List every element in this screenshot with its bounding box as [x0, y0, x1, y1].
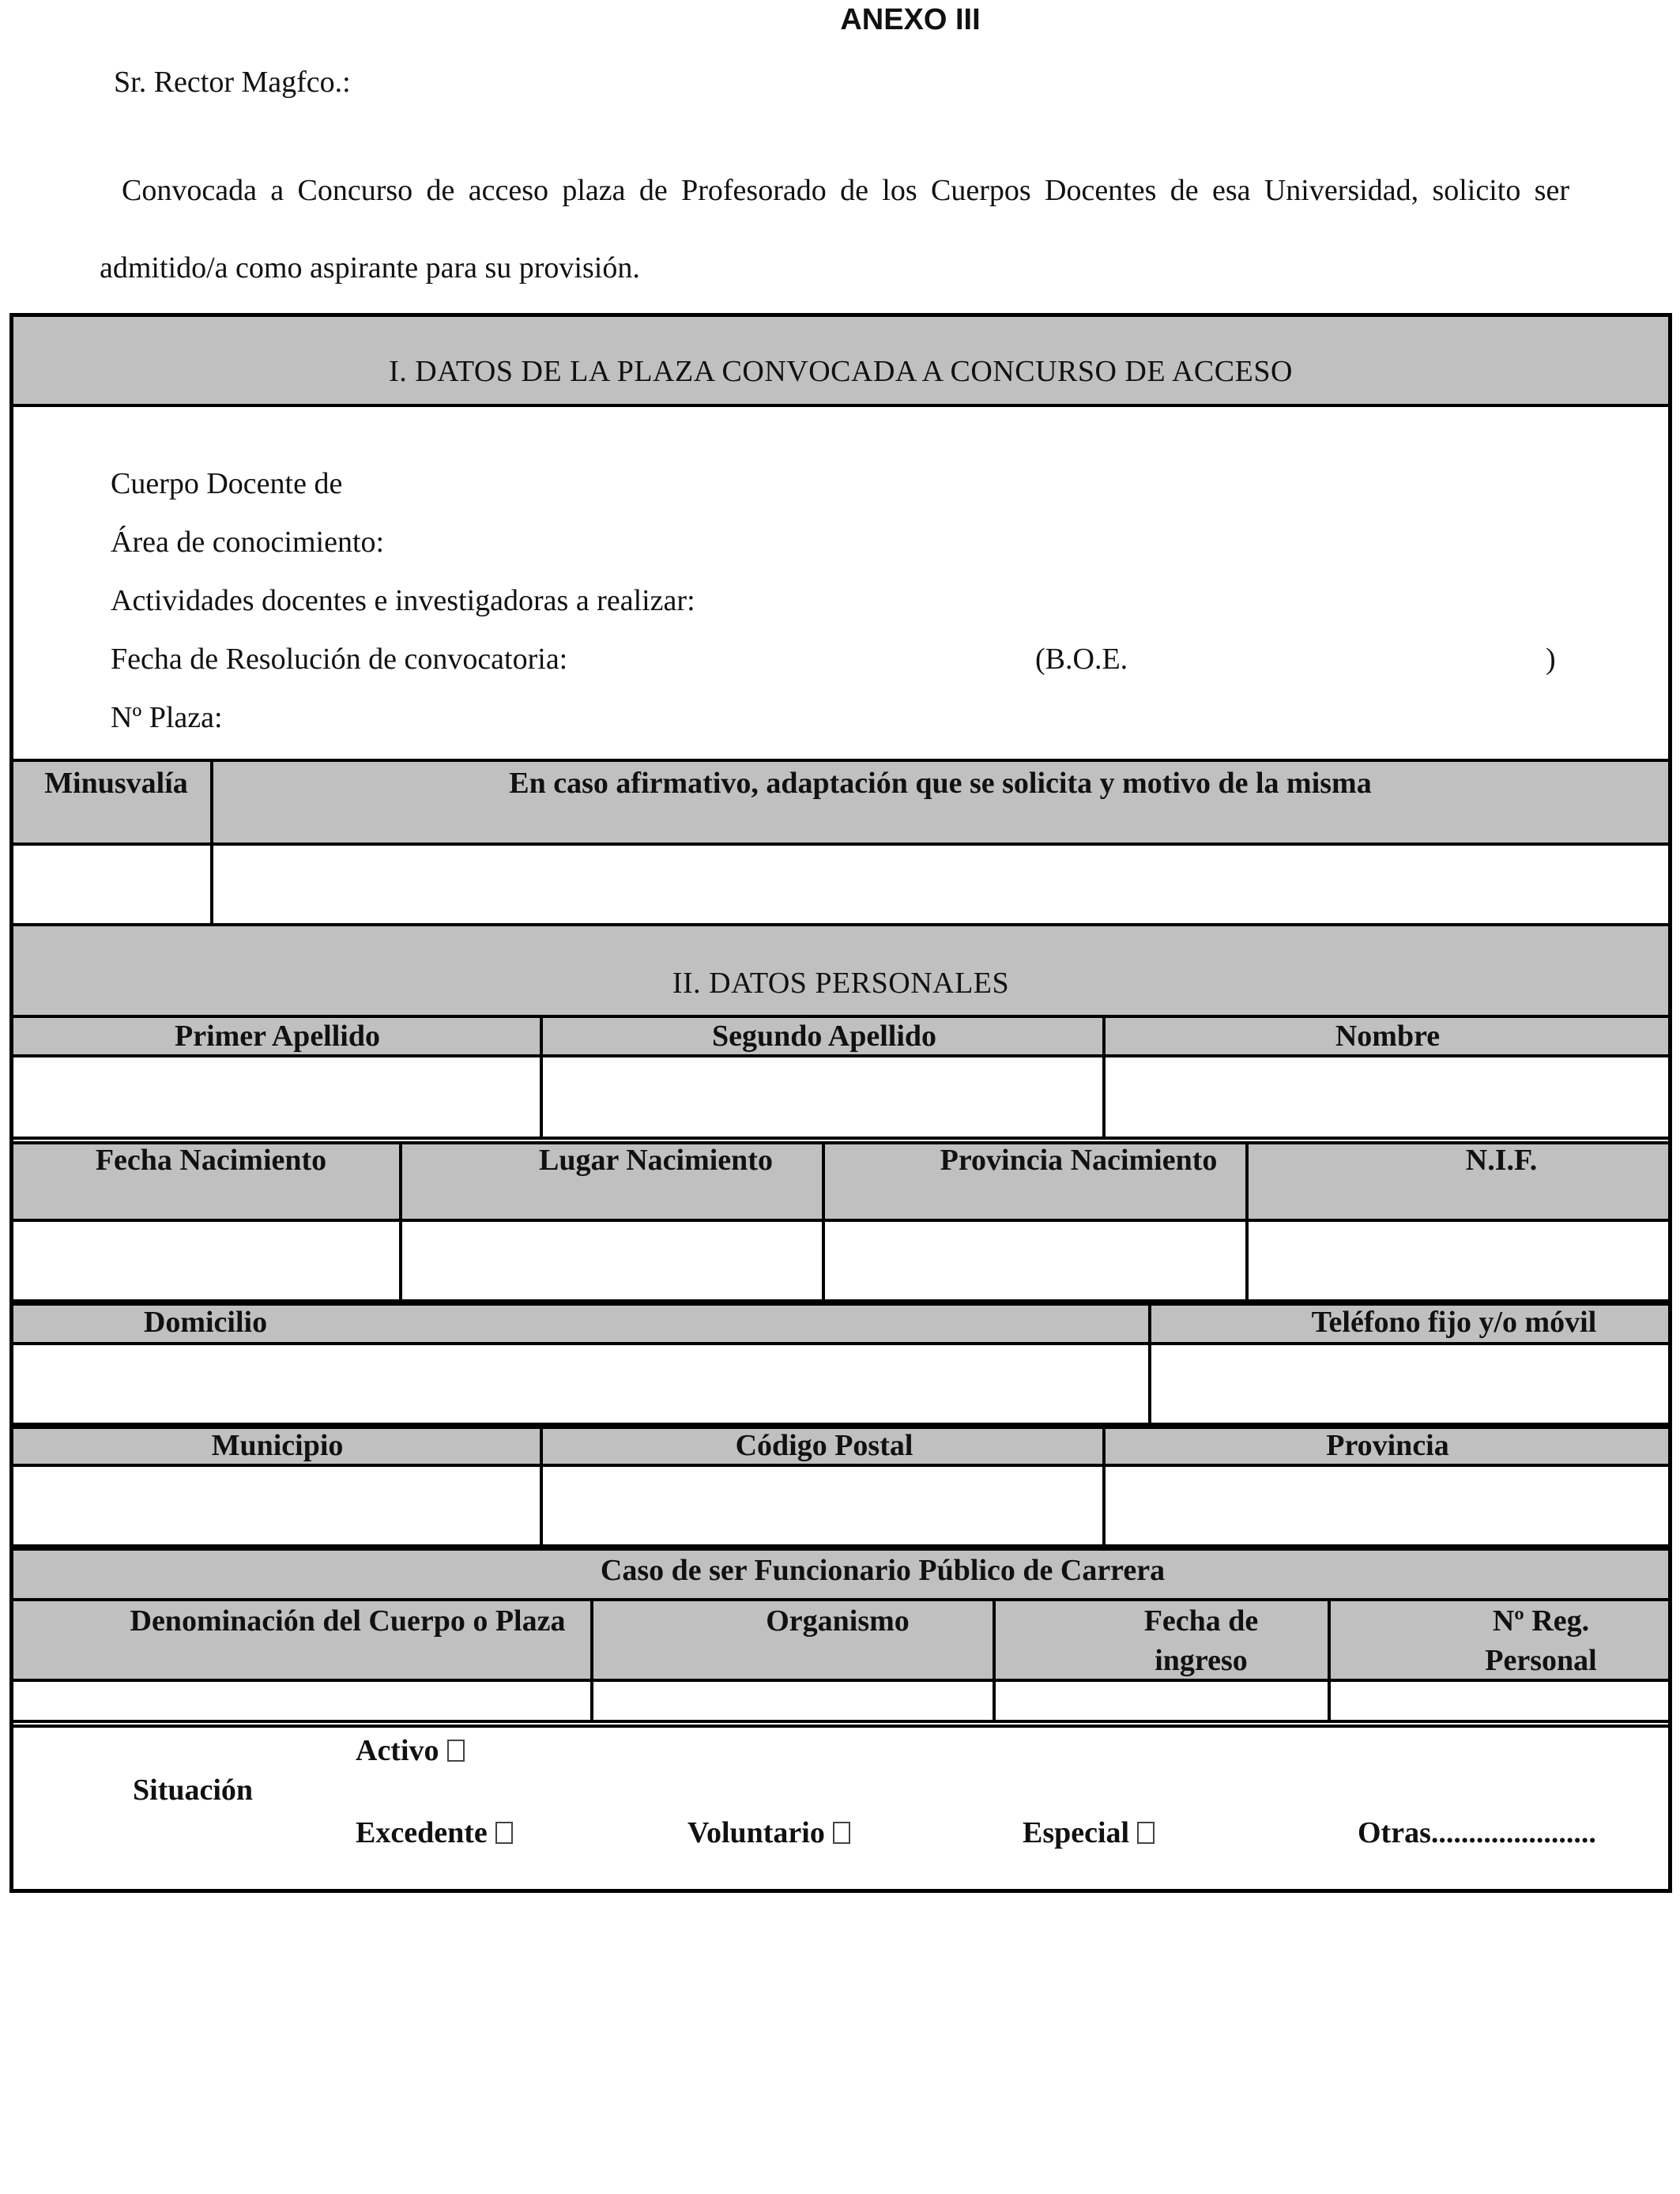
adaptacion-value[interactable] — [213, 846, 1667, 923]
fecha-ingreso-label: Fecha de ingreso — [1143, 1604, 1259, 1677]
denominacion-input[interactable] — [13, 1682, 590, 1720]
divider — [9, 1137, 1672, 1140]
organismo-label: Organismo — [766, 1604, 910, 1638]
field-area: Área de conocimiento: — [111, 526, 385, 559]
codigo-postal-input[interactable] — [543, 1467, 1102, 1544]
provincia-nacimiento-label: Provincia Nacimiento — [940, 1144, 1218, 1177]
fecha-nacimiento-input[interactable] — [13, 1222, 399, 1299]
field-boe-close: ) — [1546, 643, 1556, 676]
especial-option[interactable] — [1023, 1813, 1155, 1853]
num-registro-input[interactable] — [1331, 1682, 1668, 1720]
denominacion-label: Denominación del Cuerpo o Plaza — [130, 1604, 566, 1638]
segundo-apellido-input[interactable] — [543, 1057, 1102, 1137]
situacion-label: Situación — [133, 1774, 254, 1807]
intro-paragraph: Convocada a Concurso de acceso plaza de Profesorado de los Cuerpos Docentes de esa Universidad, solicito ser admitido/a como aspirante para su provisión. — [100, 174, 1569, 285]
voluntario-option[interactable] — [687, 1813, 850, 1853]
adaptacion-label: En caso afirmativo, adaptación que se solicita y motivo de la misma — [509, 767, 1372, 800]
domicilio-label: Domicilio — [143, 1306, 268, 1339]
codigo-postal-label: Código Postal — [735, 1429, 913, 1462]
field-boe: (B.O.E. — [1035, 643, 1128, 676]
salutation: Sr. Rector Magfco.: — [114, 66, 351, 99]
primer-apellido-input[interactable] — [13, 1057, 540, 1137]
provincia-nacimiento-input[interactable] — [825, 1222, 1245, 1299]
lugar-nacimiento-label: Lugar Nacimiento — [539, 1144, 773, 1177]
fecha-ingreso-input[interactable] — [996, 1682, 1328, 1720]
excedente-label: Excedente — [356, 1816, 488, 1849]
field-cuerpo: Cuerpo Docente de — [111, 467, 343, 500]
segundo-apellido-label: Segundo Apellido — [711, 1020, 937, 1053]
activo-label: Activo — [356, 1734, 439, 1767]
primer-apellido-label: Primer Apellido — [175, 1020, 380, 1053]
nombre-input[interactable] — [1106, 1057, 1668, 1137]
voluntario-label: Voluntario — [687, 1816, 825, 1849]
especial-label: Especial — [1023, 1816, 1130, 1849]
activo-checkbox[interactable] — [447, 1740, 465, 1762]
section2-title: II. DATOS PERSONALES — [672, 967, 1010, 1000]
telefono-input[interactable] — [1151, 1345, 1668, 1423]
funcionario-title: Caso de ser Funcionario Público de Carrera — [600, 1554, 1166, 1587]
organismo-input[interactable] — [593, 1682, 993, 1720]
excedente-checkbox[interactable] — [495, 1822, 513, 1844]
minusvalia-label: Minusvalía — [44, 767, 188, 800]
section1-title: I. DATOS DE LA PLAZA CONVOCADA A CONCURSO DE ACCESO — [389, 355, 1293, 388]
provincia-input[interactable] — [1106, 1467, 1668, 1544]
otras-field[interactable]: Otras...................... — [1358, 1816, 1596, 1849]
activo-option[interactable] — [356, 1731, 465, 1770]
excedente-option[interactable] — [356, 1813, 513, 1853]
municipio-input[interactable] — [13, 1467, 540, 1544]
nombre-label: Nombre — [1335, 1020, 1441, 1053]
field-fecha-resolucion: Fecha de Resolución de convocatoria: — [111, 643, 568, 676]
provincia-label: Provincia — [1326, 1429, 1449, 1462]
nif-label: N.I.F. — [1465, 1144, 1538, 1177]
municipio-label: Municipio — [211, 1429, 344, 1462]
divider — [9, 1725, 1672, 1728]
num-registro-label: Nº Reg. Personal — [1485, 1604, 1597, 1677]
page-title: ANEXO III — [840, 3, 981, 36]
especial-checkbox[interactable] — [1137, 1822, 1155, 1844]
field-plaza: Nº Plaza: — [111, 701, 223, 734]
voluntario-checkbox[interactable] — [833, 1822, 850, 1844]
telefono-label: Teléfono fijo y/o móvil — [1311, 1306, 1597, 1339]
fecha-nacimiento-label: Fecha Nacimiento — [95, 1144, 327, 1177]
domicilio-input[interactable] — [13, 1345, 1148, 1423]
minusvalia-value[interactable] — [13, 846, 210, 923]
divider — [9, 1720, 1672, 1723]
field-actividades: Actividades docentes e investigadoras a realizar: — [111, 584, 695, 617]
nif-input[interactable] — [1249, 1222, 1668, 1299]
divider — [9, 404, 1672, 407]
lugar-nacimiento-input[interactable] — [402, 1222, 822, 1299]
